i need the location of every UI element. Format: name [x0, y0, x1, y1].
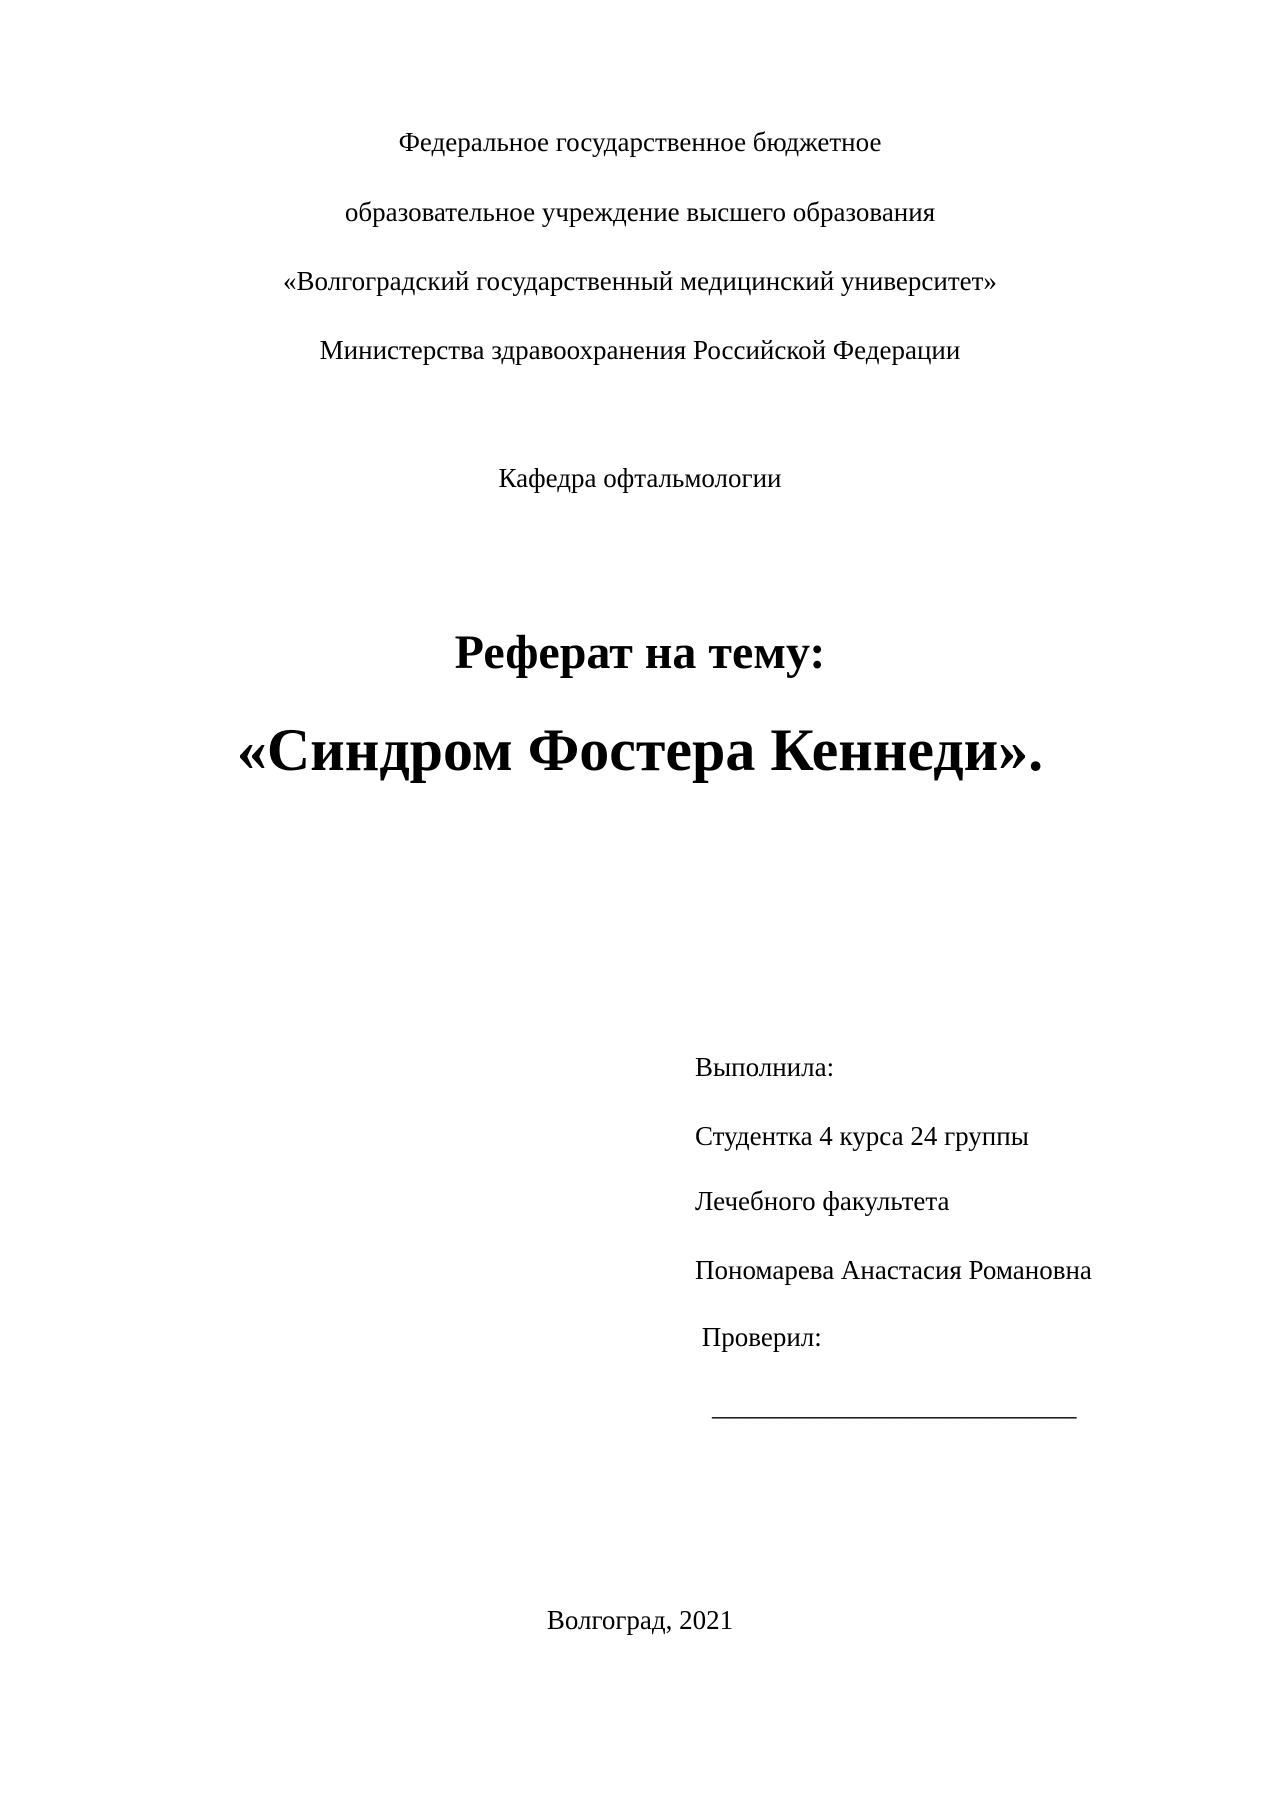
institution-line-2: образовательное учреждение высшего образования — [344, 197, 936, 227]
institution-line-1: Федеральное государственное бюджетное — [398, 127, 882, 157]
done-by-label: Выполнила: — [695, 1052, 835, 1082]
checked-by-label: Проверил: — [695, 1322, 822, 1352]
essay-label: Реферат на тему: — [454, 626, 826, 679]
essay-topic: «Синдром Фостера Кеннеди». — [236, 717, 1044, 783]
faculty-name: Лечебного факультета — [695, 1186, 950, 1216]
student-name: Пономарева Анастасия Романовна — [695, 1255, 1092, 1285]
signature-line: ___________________________ — [712, 1391, 1077, 1421]
city-year: Волгоград, 2021 — [546, 1605, 734, 1635]
department-name: Кафедра офтальмологии — [498, 463, 782, 493]
student-info: Студентка 4 курса 24 группы — [695, 1121, 1029, 1151]
institution-line-3: «Волгоградский государственный медицинский университет» — [283, 266, 997, 296]
institution-line-4: Министерства здравоохранения Российской Федерации — [319, 335, 961, 365]
